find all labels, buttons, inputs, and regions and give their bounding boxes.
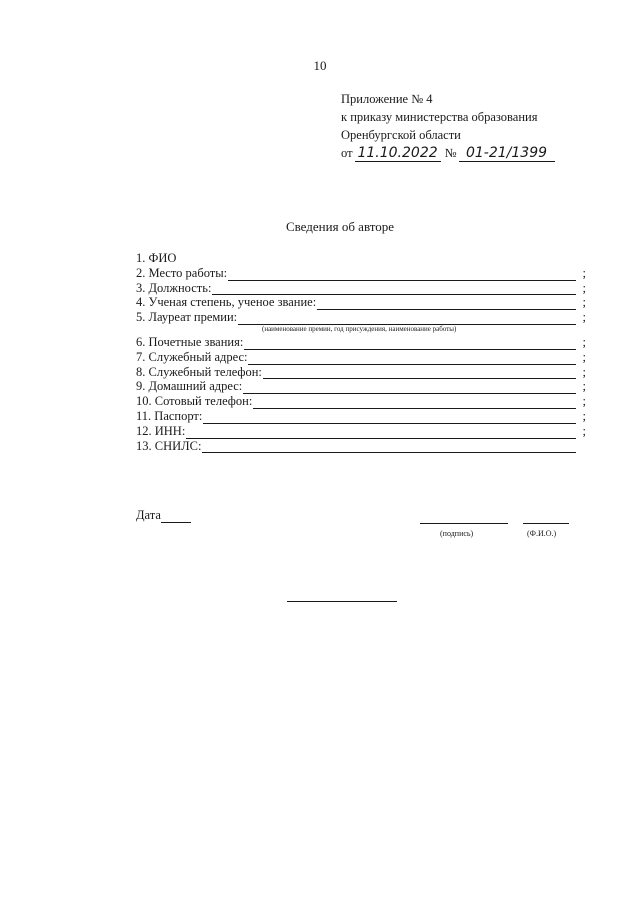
field-label: 10. Сотовый телефон: — [136, 394, 253, 409]
field-fill-line[interactable] — [244, 338, 576, 350]
field-end-mark: ; — [582, 310, 586, 325]
date-fill-line[interactable] — [161, 511, 191, 523]
field-fill-line[interactable] — [248, 353, 576, 365]
field-position[interactable] — [136, 281, 586, 296]
appendix-order-line — [341, 144, 555, 162]
order-number-handwritten: 01-21/1399 — [459, 145, 555, 162]
appendix-order-ref: к приказу министерства образования — [341, 110, 538, 124]
field-fill-line[interactable] — [212, 283, 576, 295]
field-end-mark: ; — [582, 334, 586, 349]
field-label: 6. Почетные звания: — [136, 334, 244, 349]
signature-area — [136, 508, 586, 548]
number-sign: № — [444, 146, 457, 160]
field-label: 2. Место работы: — [136, 265, 228, 280]
field-end-mark: ; — [582, 265, 586, 280]
field-fill-line[interactable] — [228, 269, 576, 281]
field-fio — [136, 251, 586, 266]
field-fill-line[interactable] — [243, 382, 576, 394]
field-fill-line[interactable] — [317, 298, 576, 310]
field-label: 4. Ученая степень, ученое звание: — [136, 295, 317, 310]
field-honorary-titles[interactable] — [136, 335, 586, 350]
date-label: Дата — [136, 508, 161, 522]
field-end-mark: ; — [582, 349, 586, 364]
field-label: 5. Лауреат премии: — [136, 310, 238, 325]
field-work-phone[interactable] — [136, 365, 586, 380]
field-end-mark: ; — [582, 364, 586, 379]
field-label: 9. Домашний адрес: — [136, 379, 243, 394]
field-label: 13. СНИЛС: — [136, 438, 202, 453]
field-label: 12. ИНН: — [136, 423, 186, 438]
author-form — [136, 251, 586, 453]
field-end-mark: ; — [582, 280, 586, 295]
date-field[interactable] — [136, 508, 191, 523]
premium-hint: (наименование премии, год присуждения, наименование работы) — [262, 324, 457, 333]
field-fill-line[interactable] — [203, 412, 576, 424]
appendix-block — [341, 90, 555, 162]
from-label: от — [341, 146, 353, 160]
name-caption: (Ф.И.О.) — [527, 529, 557, 538]
order-date-handwritten: 11.10.2022 — [355, 145, 441, 162]
field-premium[interactable] — [136, 310, 586, 325]
field-label: 7. Служебный адрес: — [136, 349, 248, 364]
field-mobile-phone[interactable] — [136, 394, 586, 409]
name-line[interactable] — [523, 522, 569, 524]
field-passport[interactable] — [136, 409, 586, 424]
field-home-address[interactable] — [136, 379, 586, 394]
field-fill-line[interactable] — [186, 427, 576, 439]
field-label: 1. ФИО — [136, 251, 177, 265]
field-end-mark: ; — [582, 394, 586, 409]
field-fill-line[interactable] — [202, 441, 576, 453]
field-label: 3. Должность: — [136, 280, 212, 295]
field-end-mark: ; — [582, 408, 586, 423]
field-inn[interactable] — [136, 424, 586, 439]
field-end-mark: ; — [582, 423, 586, 438]
field-end-mark: ; — [582, 379, 586, 394]
appendix-region: Оренбургской области — [341, 128, 461, 142]
field-end-mark: ; — [582, 295, 586, 310]
appendix-title: Приложение № 4 — [341, 92, 433, 106]
signature-line[interactable] — [420, 522, 508, 524]
field-label: 11. Паспорт: — [136, 408, 203, 423]
page-number: 10 — [313, 58, 327, 73]
signature-caption: (подпись) — [440, 529, 474, 538]
form-heading: Сведения об авторе — [285, 219, 395, 234]
field-fill-line[interactable] — [263, 367, 576, 379]
field-workplace[interactable] — [136, 266, 586, 281]
field-work-address[interactable] — [136, 350, 586, 365]
field-degree[interactable] — [136, 295, 586, 310]
field-snils[interactable] — [136, 439, 586, 454]
field-fill-line[interactable] — [238, 313, 576, 325]
bottom-divider — [287, 601, 397, 602]
field-fill-line[interactable] — [253, 397, 576, 409]
field-label: 8. Служебный телефон: — [136, 364, 262, 379]
